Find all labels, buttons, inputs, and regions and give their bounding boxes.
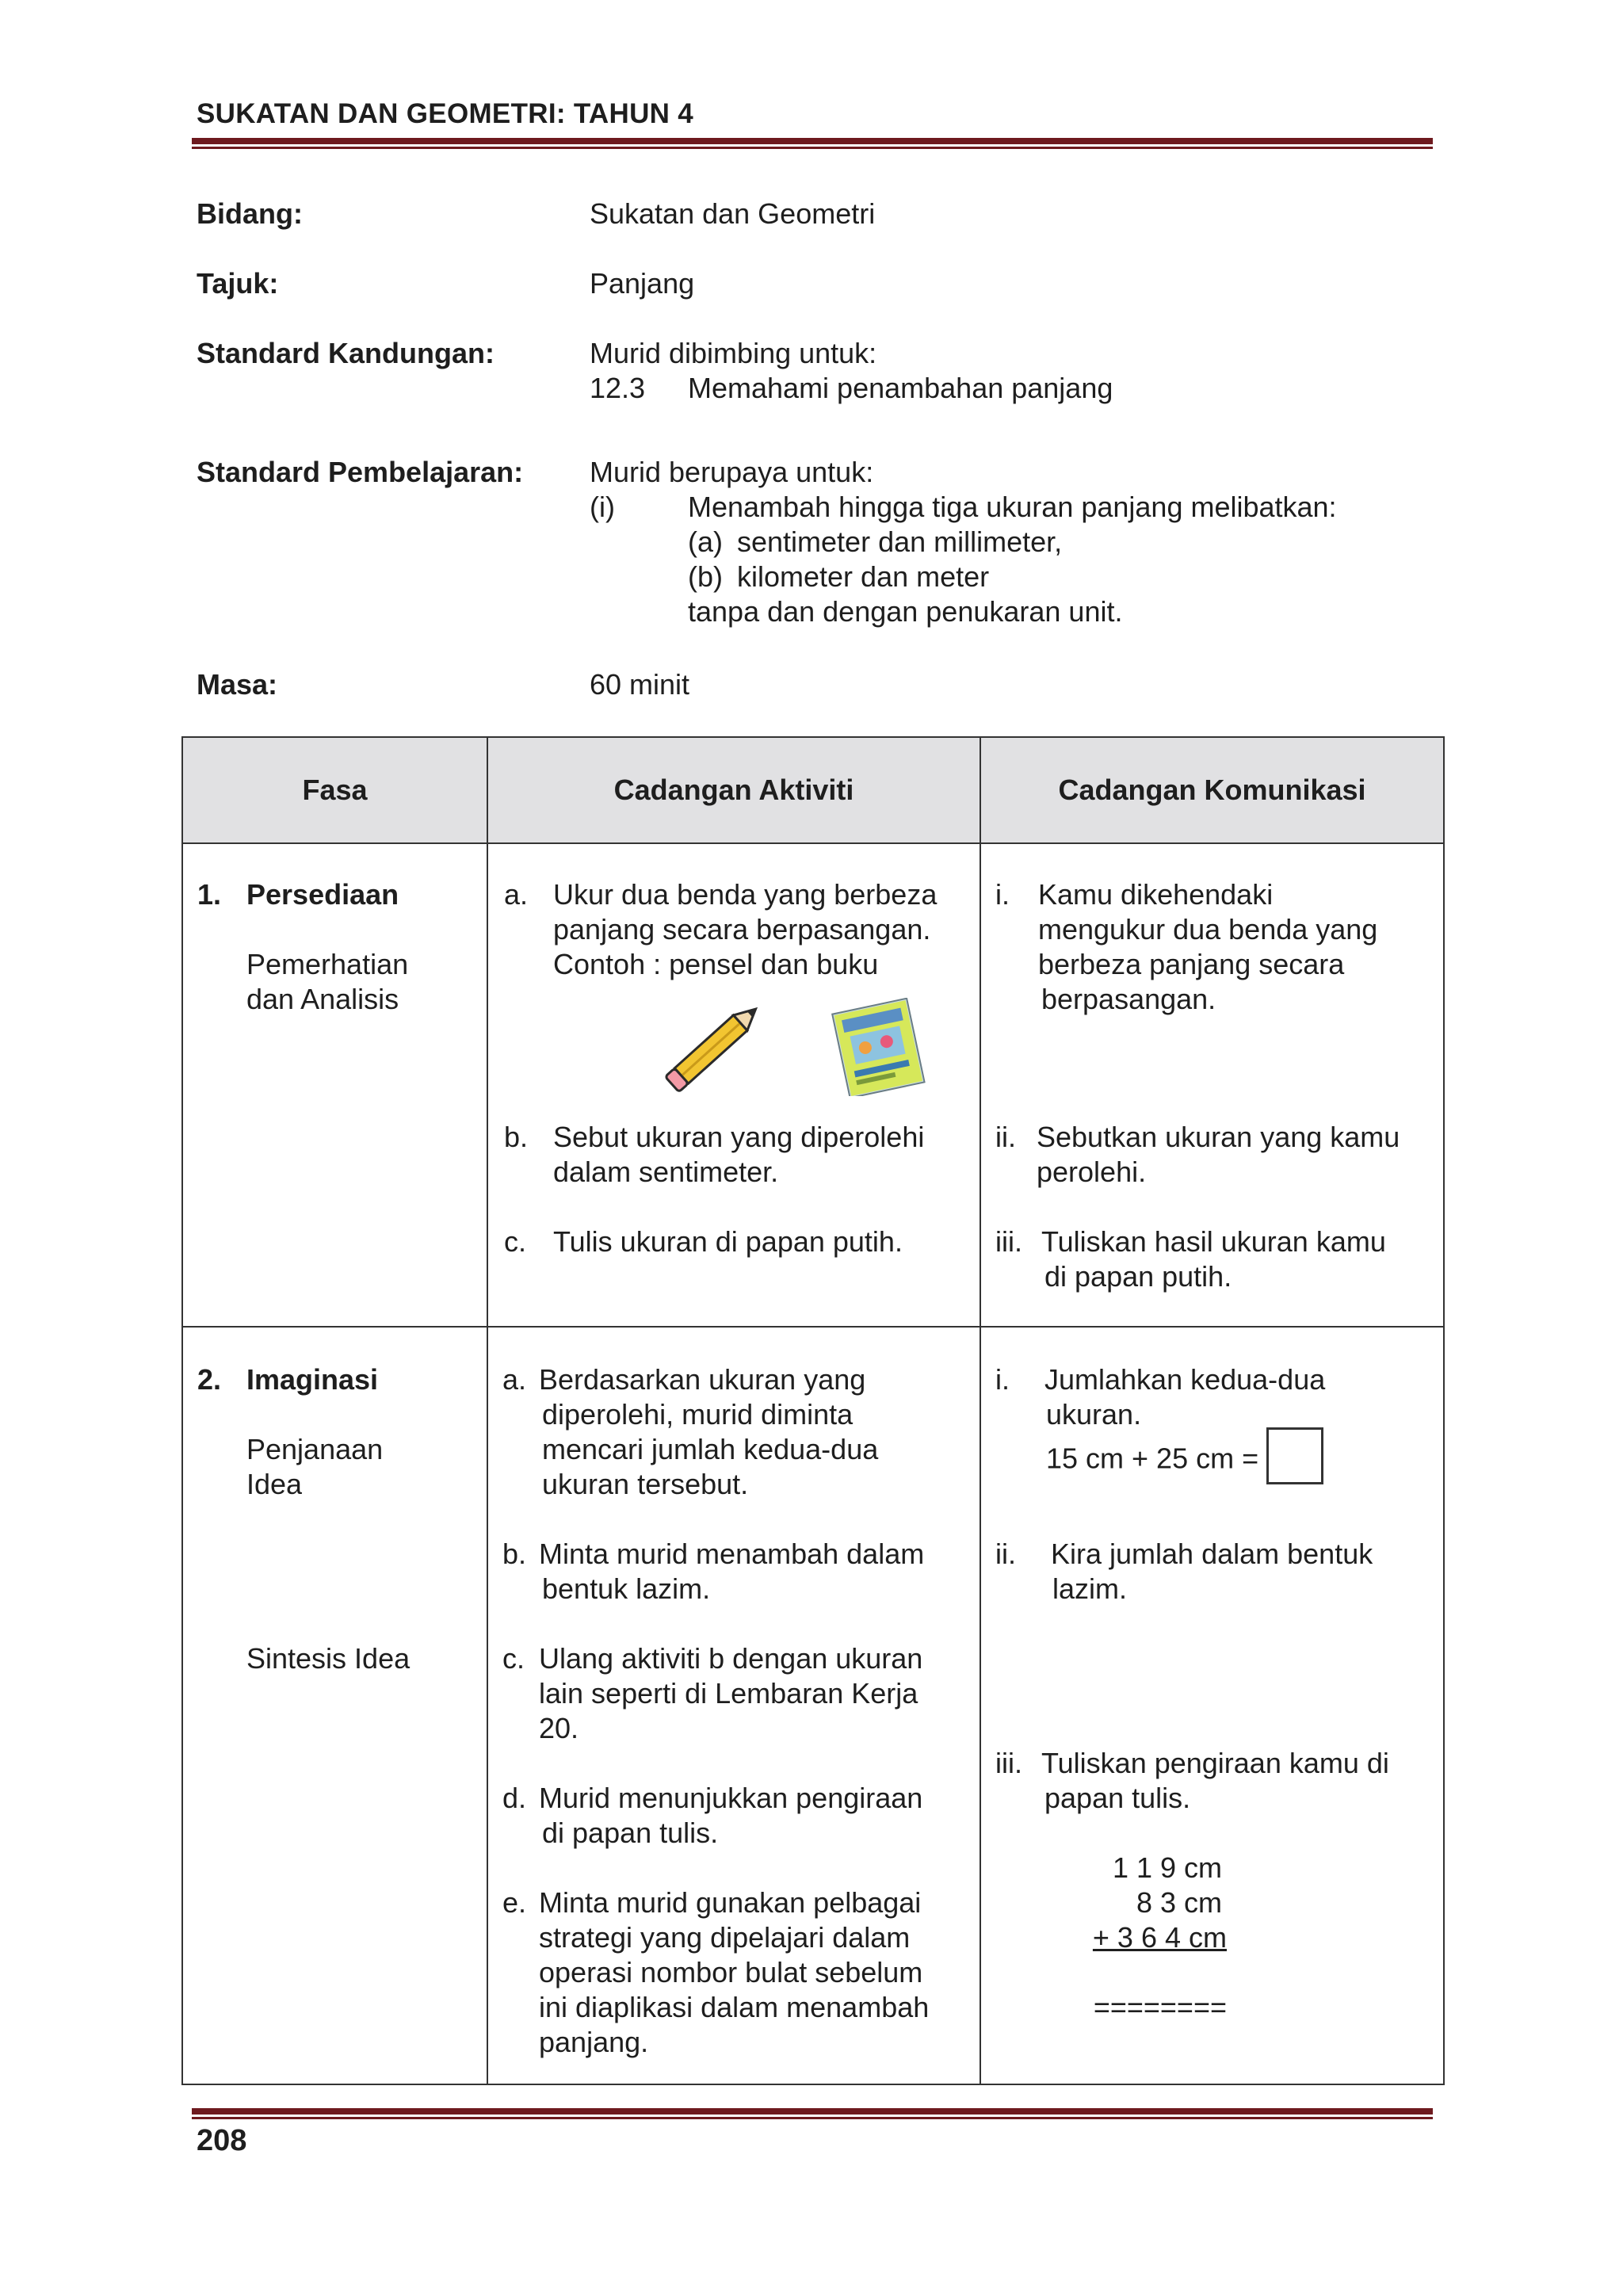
list-item: Kamu dikehendaki mengukur dua benda yang berbeza panjang secara berpasangan. bbox=[1038, 878, 1378, 1015]
bidang-value: Sukatan dan Geometri bbox=[590, 197, 876, 230]
standard-kandungan-value: Murid dibimbing untuk: 12.3 Memahami penambahan panjang bbox=[590, 337, 1113, 404]
header-cadangan-komunikasi: Cadangan Komunikasi bbox=[980, 737, 1444, 843]
page-number: 208 bbox=[197, 2124, 247, 2157]
table-row bbox=[182, 843, 1444, 1327]
comm-cell-2: i. Jumlahkan kedua-dua ukuran. 15 cm + 25 cm = ii. Kira jumlah dalam bentuk lazim. iii. Tuliskan pengiraan kamu di papan tulis. 1 1 9 cm 8 3 cm + 3 6 4 cm ======== bbox=[995, 1363, 1389, 2023]
table-row bbox=[182, 1327, 1444, 2084]
vertical-addition: 1 1 9 cm 8 3 cm + 3 6 4 cm ======== bbox=[1092, 1851, 1227, 2023]
fasa-cell-2: 2. Imaginasi Penjanaan Idea Sintesis Idea bbox=[197, 1363, 411, 1675]
header-fasa: Fasa bbox=[182, 737, 487, 843]
table-header-row bbox=[182, 737, 1444, 843]
activity-cell-2: a. Berdasarkan ukuran yang diperolehi, murid diminta mencari jumlah kedua-dua ukuran tersebut. b. Minta murid menambah dalam bentuk lazim. c. Ulang aktiviti b dengan ukuran lain seperti di Lembaran Kerja 20. d. Murid menunjukkan pengiraan di papan tulis. e. Minta murid gunakan pelbagai strategi yang dipelajari dalam operasi nombor bulat sebelum ini diaplikasi dalam menambah panjang. bbox=[502, 1363, 930, 2058]
list-item: Ukur dua benda yang berbeza panjang secara berpasangan. Contoh : pensel dan buku bbox=[553, 878, 938, 980]
equation: 15 cm + 25 cm = bbox=[1046, 1442, 1259, 1475]
page-header-title: SUKATAN DAN GEOMETRI: TAHUN 4 bbox=[197, 98, 694, 129]
list-item: Sebut ukuran yang diperolehi dalam sentimeter. bbox=[553, 1121, 925, 1188]
list-item: Tulis ukuran di papan putih. bbox=[553, 1225, 903, 1258]
list-item: Jumlahkan kedua-dua ukuran. 15 cm + 25 cm = bbox=[1044, 1362, 1325, 1489]
book-icon bbox=[821, 998, 932, 1096]
standard-pembelajaran-label: Standard Pembelajaran: bbox=[197, 456, 524, 488]
lesson-plan-table bbox=[181, 736, 1445, 2085]
standard-pembelajaran-value: Murid berupaya untuk: (i) Menambah hingga tiga ukuran panjang melibatkan: (a) sentimeter dan millimeter, (b) kilometer dan meter tanpa dan dengan penukaran unit. bbox=[590, 456, 1337, 628]
masa-label: Masa: bbox=[197, 668, 278, 701]
list-item: Tuliskan hasil ukuran kamu di papan putih. bbox=[1041, 1225, 1386, 1293]
list-item: Tuliskan pengiraan kamu di papan tulis. bbox=[1041, 1747, 1389, 1814]
bidang-label: Bidang: bbox=[197, 197, 303, 230]
list-item: Kira jumlah dalam bentuk lazim. bbox=[1051, 1538, 1373, 1605]
standard-kandungan-label: Standard Kandungan: bbox=[197, 337, 495, 369]
tajuk-label: Tajuk: bbox=[197, 267, 279, 300]
list-item: Murid menunjukkan pengiraan di papan tulis. bbox=[539, 1782, 923, 1849]
list-item: Ulang aktiviti b dengan ukuran lain seperti di Lembaran Kerja 20. bbox=[539, 1642, 923, 1744]
header-rule bbox=[192, 138, 1433, 149]
pencil-icon bbox=[663, 991, 773, 1095]
comm-cell-1: i. Kamu dikehendaki mengukur dua benda yang berbeza panjang secara berpasangan. ii. Sebutkan ukuran yang kamu perolehi. iii. Tuliskan hasil ukuran kamu di papan putih. bbox=[995, 878, 1400, 1293]
list-item: Berdasarkan ukuran yang diperolehi, murid diminta mencari jumlah kedua-dua ukuran tersebut. bbox=[539, 1363, 879, 1500]
list-item: Minta murid gunakan pelbagai strategi yang dipelajari dalam operasi nombor bulat sebelum ini diaplikasi dalam menambah panjang. bbox=[539, 1886, 930, 2058]
fasa-title: Persediaan bbox=[246, 878, 399, 911]
list-item: Sebutkan ukuran yang kamu perolehi. bbox=[1037, 1121, 1400, 1188]
header-cadangan-aktiviti: Cadangan Aktiviti bbox=[487, 737, 980, 843]
answer-box[interactable] bbox=[1266, 1427, 1323, 1484]
activity-cell-1: a. Ukur dua benda yang berbeza panjang secara berpasangan. Contoh : pensel dan buku b. Sebut ukuran yang diperolehi dalam sentimeter. c. Tulis ukuran di papan putih. bbox=[504, 878, 938, 1258]
masa-value: 60 minit bbox=[590, 668, 690, 701]
fasa-cell-1: 1. Persediaan Pemerhatian dan Analisis bbox=[197, 878, 409, 1015]
fasa-title: Imaginasi bbox=[246, 1363, 379, 1396]
footer-rule bbox=[192, 2108, 1433, 2119]
list-item: Minta murid menambah dalam bentuk lazim. bbox=[539, 1538, 925, 1605]
tajuk-value: Panjang bbox=[590, 267, 695, 300]
